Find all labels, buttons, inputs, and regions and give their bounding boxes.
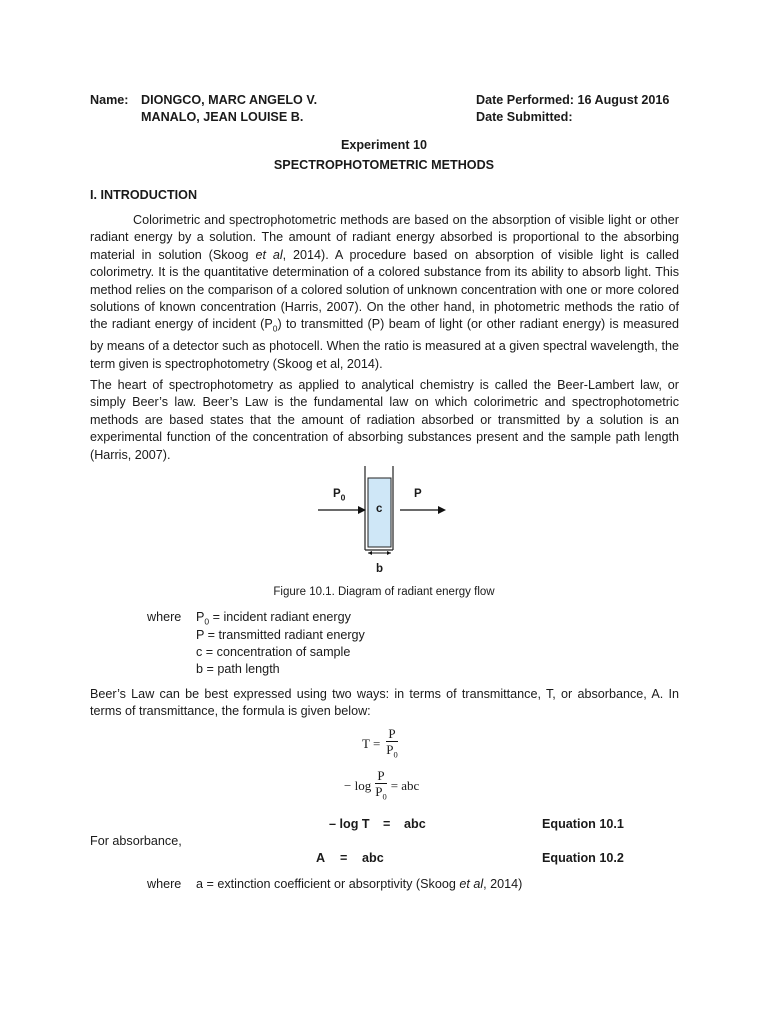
eq1-rhs: abc xyxy=(404,817,426,831)
eq1-lhs: – log T xyxy=(329,817,370,831)
where-item-path-length: b = path length xyxy=(196,662,280,676)
transmittance-fraction: $\frac{P}{P_0}$ xyxy=(386,726,398,760)
experiment-title: SPECTROPHOTOMETRIC METHODS xyxy=(273,158,495,172)
figure-caption: Figure 10.1. Diagram of radiant energy flow xyxy=(273,586,495,598)
incident-label: $P_0$ xyxy=(333,488,346,503)
log-equation: − log $\frac{P}{P_0}$ = abc xyxy=(344,768,419,805)
concentration-label: c xyxy=(376,503,383,515)
log-fraction: $\frac{P}{P_0}$ xyxy=(375,768,387,802)
eq2-label: Equation 10.2 xyxy=(542,851,624,865)
eq1-label: Equation 10.1 xyxy=(542,817,624,831)
date-performed: Date Performed: 16 August 2016 xyxy=(476,93,670,107)
section-heading: I. INTRODUCTION xyxy=(90,188,198,202)
author-name-1: DIONGCO, MARC ANGELO V. xyxy=(141,93,318,107)
intro-paragraph-2: The heart of spectrophotometry as applied to analytical chemistry is called the Beer-Lambert law, or simply Beer’s law. Beer’s Law is the fundamental law on which colorimetric and spectrophotometric methods are based states that the amount of radiation absorbed or transmitted by a solution is an experimental function of the concentration of absorbing substances present and the sample path length (Harris, 2007). xyxy=(90,378,679,462)
transmitted-label: P xyxy=(414,488,422,500)
diagram-svg xyxy=(300,460,470,578)
where-item-incident: $P_0$ = incident radiant energy xyxy=(196,610,351,627)
transmittance-equation: T = $\frac{P}{P_0}$ xyxy=(362,726,400,763)
where-word-2: where xyxy=(147,877,182,891)
name-label: Name: xyxy=(90,93,129,107)
intro-paragraph-1: Colorimetric and spectrophotometric methods are based on the absorption of visible light or other radiant energy by a solution. The amount of radiant energy absorbed is proportional to the absorbing material in solution (Skoog et al, 2014). A procedure based on absorption of visible light is called colorimetry. It is the quantitative determination of a colored substance from its ability to absorb light. This method relies on the comparison of a colored solution of unknown concentration with one or more colored solutions of known concentration (Harris, 2007). On the other hand, in photometric methods the ratio of the radiant energy of incident $(P_0)$ to transmitted (P) beam of light (or other radiant energy) is measured by means of a detector such as photocell. When the ratio is measured at a given spectral wavelength, the term given is spectrophotometry (Skoog et al, 2014). xyxy=(90,213,679,371)
eq2-equals: = xyxy=(340,851,348,865)
date-submitted: Date Submitted: xyxy=(476,110,573,124)
for-absorbance: For absorbance, xyxy=(90,834,182,848)
eq2-lhs: A xyxy=(316,851,326,865)
where-word: where xyxy=(147,610,182,624)
eq2-rhs: abc xyxy=(362,851,384,865)
author-name-2: MANALO, JEAN LOUISE B. xyxy=(141,110,304,124)
absorptivity-definition: a = extinction coefficient or absorptivity (Skoog et al, 2014) xyxy=(196,877,523,891)
eq1-equals: = xyxy=(383,817,391,831)
path-length-label: b xyxy=(376,563,384,575)
where-item-transmitted: P = transmitted radiant energy xyxy=(196,628,365,642)
intro-paragraph-3: Beer’s Law can be best expressed using two ways: in terms of transmittance, T, or absorbance, A. In terms of transmittance, the formula is given below: xyxy=(90,687,679,719)
radiant-energy-diagram xyxy=(300,460,470,578)
where-item-concentration: c = concentration of sample xyxy=(196,645,351,659)
experiment-number: Experiment 10 xyxy=(340,138,428,152)
